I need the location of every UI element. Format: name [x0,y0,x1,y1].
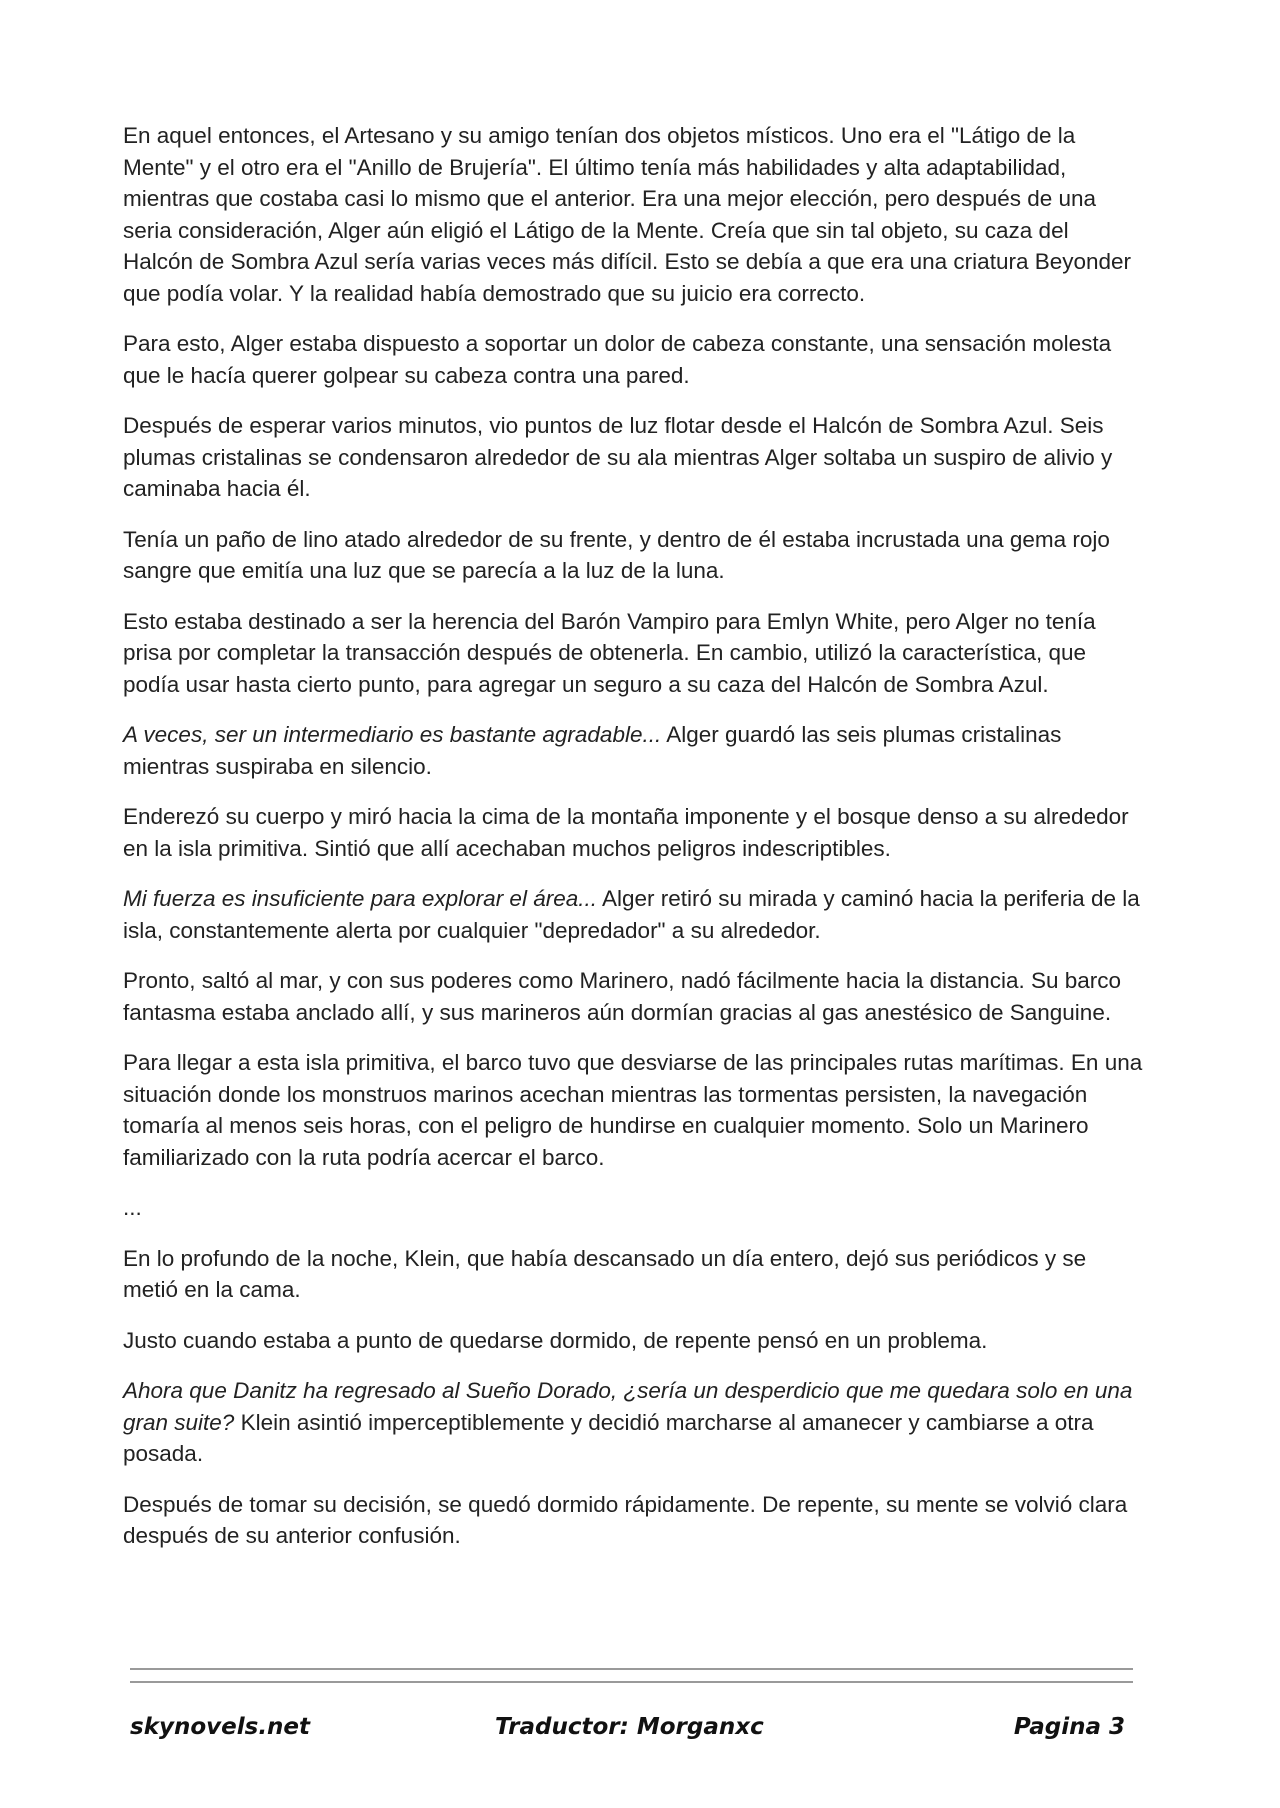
italic-thought: Ahora que Danitz ha regresado al Sueño Dorado, ¿sería un desperdicio que me quedara solo en una gran suite? [123,1378,1133,1435]
page-body [123,120,1143,1571]
paragraph [123,120,1143,309]
footer-page-number: Pagina 3 [1013,1714,1125,1740]
paragraph [123,606,1143,701]
paragraph-text: Klein asintió imperceptiblemente y decidió marcharse al amanecer y cambiarse a otra posada. [123,1409,1094,1466]
paragraph-text: Para esto, Alger estaba dispuesto a soportar un dolor de cabeza constante, una sensación molesta que le hacía querer golpear su cabeza contra una pared. [123,331,1112,388]
scene-break [123,1192,1143,1224]
paragraph-text: Esto estaba destinado a ser la herencia del Barón Vampiro para Emlyn White, pero Alger no tenía prisa por completar la transacción después de obtenerla. En cambio, utilizó la característica, que podía usar hasta cierto punto, para agregar un seguro a su caza del Halcón de Sombra Azul. [123,608,1096,697]
paragraph [123,801,1143,864]
paragraph [123,965,1143,1028]
paragraph [123,524,1143,587]
paragraph [123,1047,1143,1173]
paragraph-text: Enderezó su cuerpo y miró hacia la cima de la montaña imponente y el bosque denso a su alrededor en la isla primitiva. Sintió que allí acechaban muchos peligros indescriptibles. [123,804,1129,861]
italic-thought: A veces, ser un intermediario es bastante agradable... [123,722,662,747]
paragraph [123,1375,1143,1470]
paragraph-text: Tenía un paño de lino atado alrededor de su frente, y dentro de él estaba incrustada una gema rojo sangre que emitía una luz que se parecía a la luz de la luna. [123,526,1110,583]
paragraph-text: Después de esperar varios minutos, vio puntos de luz flotar desde el Halcón de Sombra Azul. Seis plumas cristalinas se condensaron alrededor de su ala mientras Alger soltaba un suspiro de alivio y caminaba hacia él. [123,413,1113,501]
paragraph [123,883,1143,946]
page-footer [130,1710,1133,1750]
paragraph-text: Para llegar a esta isla primitiva, el barco tuvo que desviarse de las principales rutas marítimas. En una situación donde los monstruos marinos acechan mientras las tormentas persisten, la navegación tomaría al menos seis horas, con el peligro de hundirse en cualquier momento. Solo un Marinero familiarizado con la ruta podría acercar el barco. [123,1050,1143,1170]
paragraph-text: Pronto, saltó al mar, y con sus poderes como Marinero, nadó fácilmente hacia la distancia. Su barco fantasma estaba anclado allí, y sus marineros aún dormían gracias al gas anestésico de Sanguine. [123,968,1122,1025]
footer-translator: Traductor: Morganxc [495,1714,764,1740]
paragraph-text: Después de tomar su decisión, se quedó dormido rápidamente. De repente, su mente se volvió clara después de su anterior confusión. [123,1491,1128,1548]
paragraph [123,328,1143,391]
paragraph [123,1489,1143,1552]
footer-divider [130,1681,1133,1683]
paragraph-text: ... [123,1195,142,1220]
paragraph-text: Alger guardó las seis plumas cristalinas mientras suspiraba en silencio. [123,722,1062,779]
footer-divider [130,1668,1133,1670]
paragraph-text: Justo cuando estaba a punto de quedarse dormido, de repente pensó en un problema. [123,1327,988,1353]
paragraph [123,1325,1143,1357]
italic-thought: Mi fuerza es insuficiente para explorar el área... [123,886,597,911]
paragraph [123,719,1143,782]
paragraph-text: En aquel entonces, el Artesano y su amigo tenían dos objetos místicos. Uno era el "Látigo de la Mente" y el otro era el "Anillo de Brujería". El último tenía más habilidades y alta adaptabilidad, mientras que costaba casi lo mismo que el anterior. Era una mejor elección, pero después de una seria consideración, Alger aún eligió el Látigo de la Mente. Creía que sin tal objeto, su caza del Halcón de Sombra Azul sería varias veces más difícil. Esto se debía a que era una criatura Beyonder que podía volar. Y la realidad había demostrado que su juicio era correcto. [123,123,1132,306]
paragraph [123,1243,1143,1306]
paragraph [123,410,1143,505]
paragraph-text: En lo profundo de la noche, Klein, que había descansado un día entero, dejó sus periódicos y se metió en la cama. [123,1245,1087,1302]
footer-site: skynovels.net [130,1714,311,1740]
paragraph-text: Alger retiró su mirada y caminó hacia la periferia de la isla, constantemente alerta por cualquier "depredador" a su alrededor. [123,886,1140,943]
